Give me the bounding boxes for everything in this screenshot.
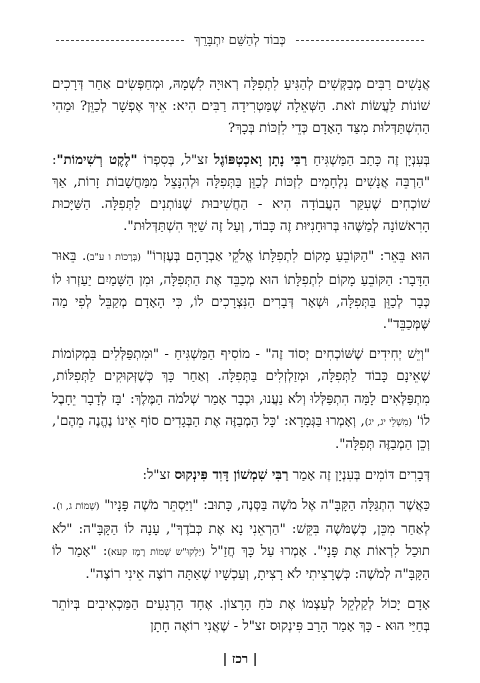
- text-run: אֲנָשִׁים רַבִּים מְבַקְּשִׁים לְהַגִּיעַ לִתְפִלָּה רְאוּיָה לִשְׁמָהּ, וּמְחַפְּשִׂים אַחַר דְּרָכִים שׁוֹנוֹת לַעֲשׂוֹת זֹאת. הַשְּׁאֵלָה שֶׁמַּטְרִידָה רַבִּים הִיא: אֵיךְ אֶפְשָׁר לְכַוֵּן? וּמַהִי הַהִשְׁתַּדְּלוּת מִצַּד הָאָדָם כְּדֵי לִזְכּוֹת בְּכָךְ?: [52, 77, 430, 137]
- paragraph-1: [52, 74, 430, 141]
- author-name: רַבִּי שִׁמְשׁוֹן דָּוִד פִּינְקוּס: [174, 467, 289, 484]
- text-run: בְּעִנְיָן זֶה כָּתַב הַמַּשְׁגִּיחַ: [307, 152, 431, 168]
- source-citation: (שְׁמוֹת ג, ו): [56, 501, 100, 513]
- book-title: "לֶקֶט רְשִׁימוֹת": [56, 151, 138, 168]
- paragraph-6: [52, 495, 430, 586]
- text-run: אָדָם יָכוֹל לְקַלְקֵל לְעַצְמוֹ אֶת כֹּחַ הָרָצוֹן. אֶחָד הָרְגָעִים הַמַּכְאִיבִים בְּיוֹתֵר בְּחַיַּי הוּא - כָּךְ אָמַר הָרַב פִּינְקוּס זצ"ל - שֶׁאֲנִי רוֹאֶה חָתָן: [52, 597, 430, 635]
- text-run: דְּבָרִים דּוֹמִים בְּעִנְיָן זֶה אָמַר: [288, 468, 430, 484]
- text-run: . בֵּאוּר הַדָּבָר: הַקּוֹבֵעַ מָקוֹם לִתְפִלָּתוֹ הוּא מְכַבֵּד אֶת הַתְּפִלָּה, וּמִן הַשָּׁמַיִם יַעַזְרוּ לוֹ כְּבָר לְכַוֵּן בַּתְּפִלָּה, וּשְׁאָר דְּבָרִים הַנִּצְרָכִים לוֹ, כִּי הָאָדָם מְקַבֵּל לְפִי מַה שֶּׁמְּכַבֵּד".: [52, 249, 430, 333]
- text-run: , וְאָמְרוּ בַּגְּמָרָא: 'כָּל הַמְבַזֶּה אֶת הַבְּגָדִים סוֹף אֵינוֹ נֶהֱנֶה מֵהֶם', וְכֵן הַמְבַזֶּה תְּפִלָּה".: [52, 413, 430, 453]
- text-run: הוּא בֵּאֵר: "הַקּוֹבֵעַ מָקוֹם לִתְפִלָּתוֹ אֱלֹקֵי אַבְרָהָם בְּעֶזְרוֹ": [140, 249, 430, 265]
- source-citation: (יַלְקוּ"ש שְׁמוֹת רֶמֶז קעא): [107, 546, 205, 558]
- paragraph-3: [52, 246, 430, 336]
- paragraph-4: [52, 344, 430, 456]
- text-run: "וְיֵשׁ יְחִידִים שֶׁשּׁוֹכְחִים יְסוֹד זֶה" - מוֹסִיף הַמַּשְׁגִּיחַ - "וּמִתְפַּלְּלִים בִּמְקוֹמוֹת שֶׁאֵינָם כָּבוֹד לַתְּפִלָּה, וּמְזַלְזְלִים בַּתְּפִלָּה. וְאַחַר כָּךְ כְּשֶׁזְּקוּקִים לַתְּפִלּוֹת, מִתְפַּלְּאִים לָמָּה הִתְפַּלְּלוּ וְלֹא נַעֲנוּ, וּכְבָר אָמַר שְׁלֹמֹה הַמֶּלֶךְ: 'בָּז לְדָבָר יֵחָבֶל לוֹ': [52, 347, 430, 429]
- text-run: כַּאֲשֶׁר הִתְגַּלָּה הַקָּבָּ"ה אֶל מֹשֶׁה בַּסְּנֶה, כָּתוּב: "וַיַּסְתֵּר מֹשֶׁה פָּנָיו": [99, 498, 430, 514]
- source-citation: (בְּרָכוֹת ו ע"ב): [86, 252, 141, 264]
- header-title: כְּבוֹד לְהַשֵּׁם יִתְבָּרֵךְ: [194, 33, 286, 48]
- text-run: : "הַרְבֵּה אֲנָשִׁים נִלְחָמִים לִזְכּוֹת לְכַוֵּן בַּתְּפִלָּה וּלְהִנָּצֵל מִמַּחֲשָׁבוֹת זָרוֹת, אַךְ שׁוֹכְחִים שֶׁעִקַּר הָעֲבוֹדָה הִיא - הַחֲשִׁיבוּת שֶׁנּוֹתְנִים לַתְּפִלָּה. הַשַּׁיָּכוּת הָרִאשׁוֹנָה לְמַשֶּׁהוּ בְּרוּחָנִיּוּת זֶה כָּבוֹד, וְעַל זֶה שַׁיָּךְ הִשְׁתַּדְּלוּת".: [52, 152, 430, 235]
- author-name: רַבִּי נָתָן וָאכְטְפּוֹגֶל: [213, 151, 308, 168]
- text-run: : "אָמַר לוֹ הַקָּבָּ"ה לְמֹשֶׁה: כְּשֶׁרָצִיתִי לֹא רָצִיתָ, וְעַכְשָׁיו שֶׁאַתָּה רוֹצֶה אֵינִי רוֹצֶה".: [52, 543, 430, 583]
- header-rule-right: [296, 40, 424, 41]
- text-run: . לְאַחַר מִכֵּן, כְּשֶׁמֹּשֶׁה בִּקֵּשׁ: "הַרְאֵנִי נָא אֶת כְּבֹדֶךָ", עָנָה לוֹ הַקָּבָּ"ה: "לֹא תוּכַל לִרְאוֹת אֶת פָּנָי". אָמְרוּ עַל כָּךְ חֲזַ"ל: [52, 498, 430, 559]
- paragraph-5: [52, 464, 430, 487]
- body-text: [52, 74, 430, 647]
- text-run: זצ"ל, בְּסִפְרוֹ: [137, 152, 214, 168]
- text-run: זצ"ל:: [142, 468, 175, 484]
- header-rule-left: [56, 40, 184, 41]
- page-number: | רכז |: [222, 652, 258, 667]
- paragraph-7: [52, 594, 430, 638]
- source-citation: (מִשְׁלֵי יג, יג): [364, 416, 413, 428]
- paragraph-2: [52, 149, 430, 239]
- running-header: [56, 30, 424, 50]
